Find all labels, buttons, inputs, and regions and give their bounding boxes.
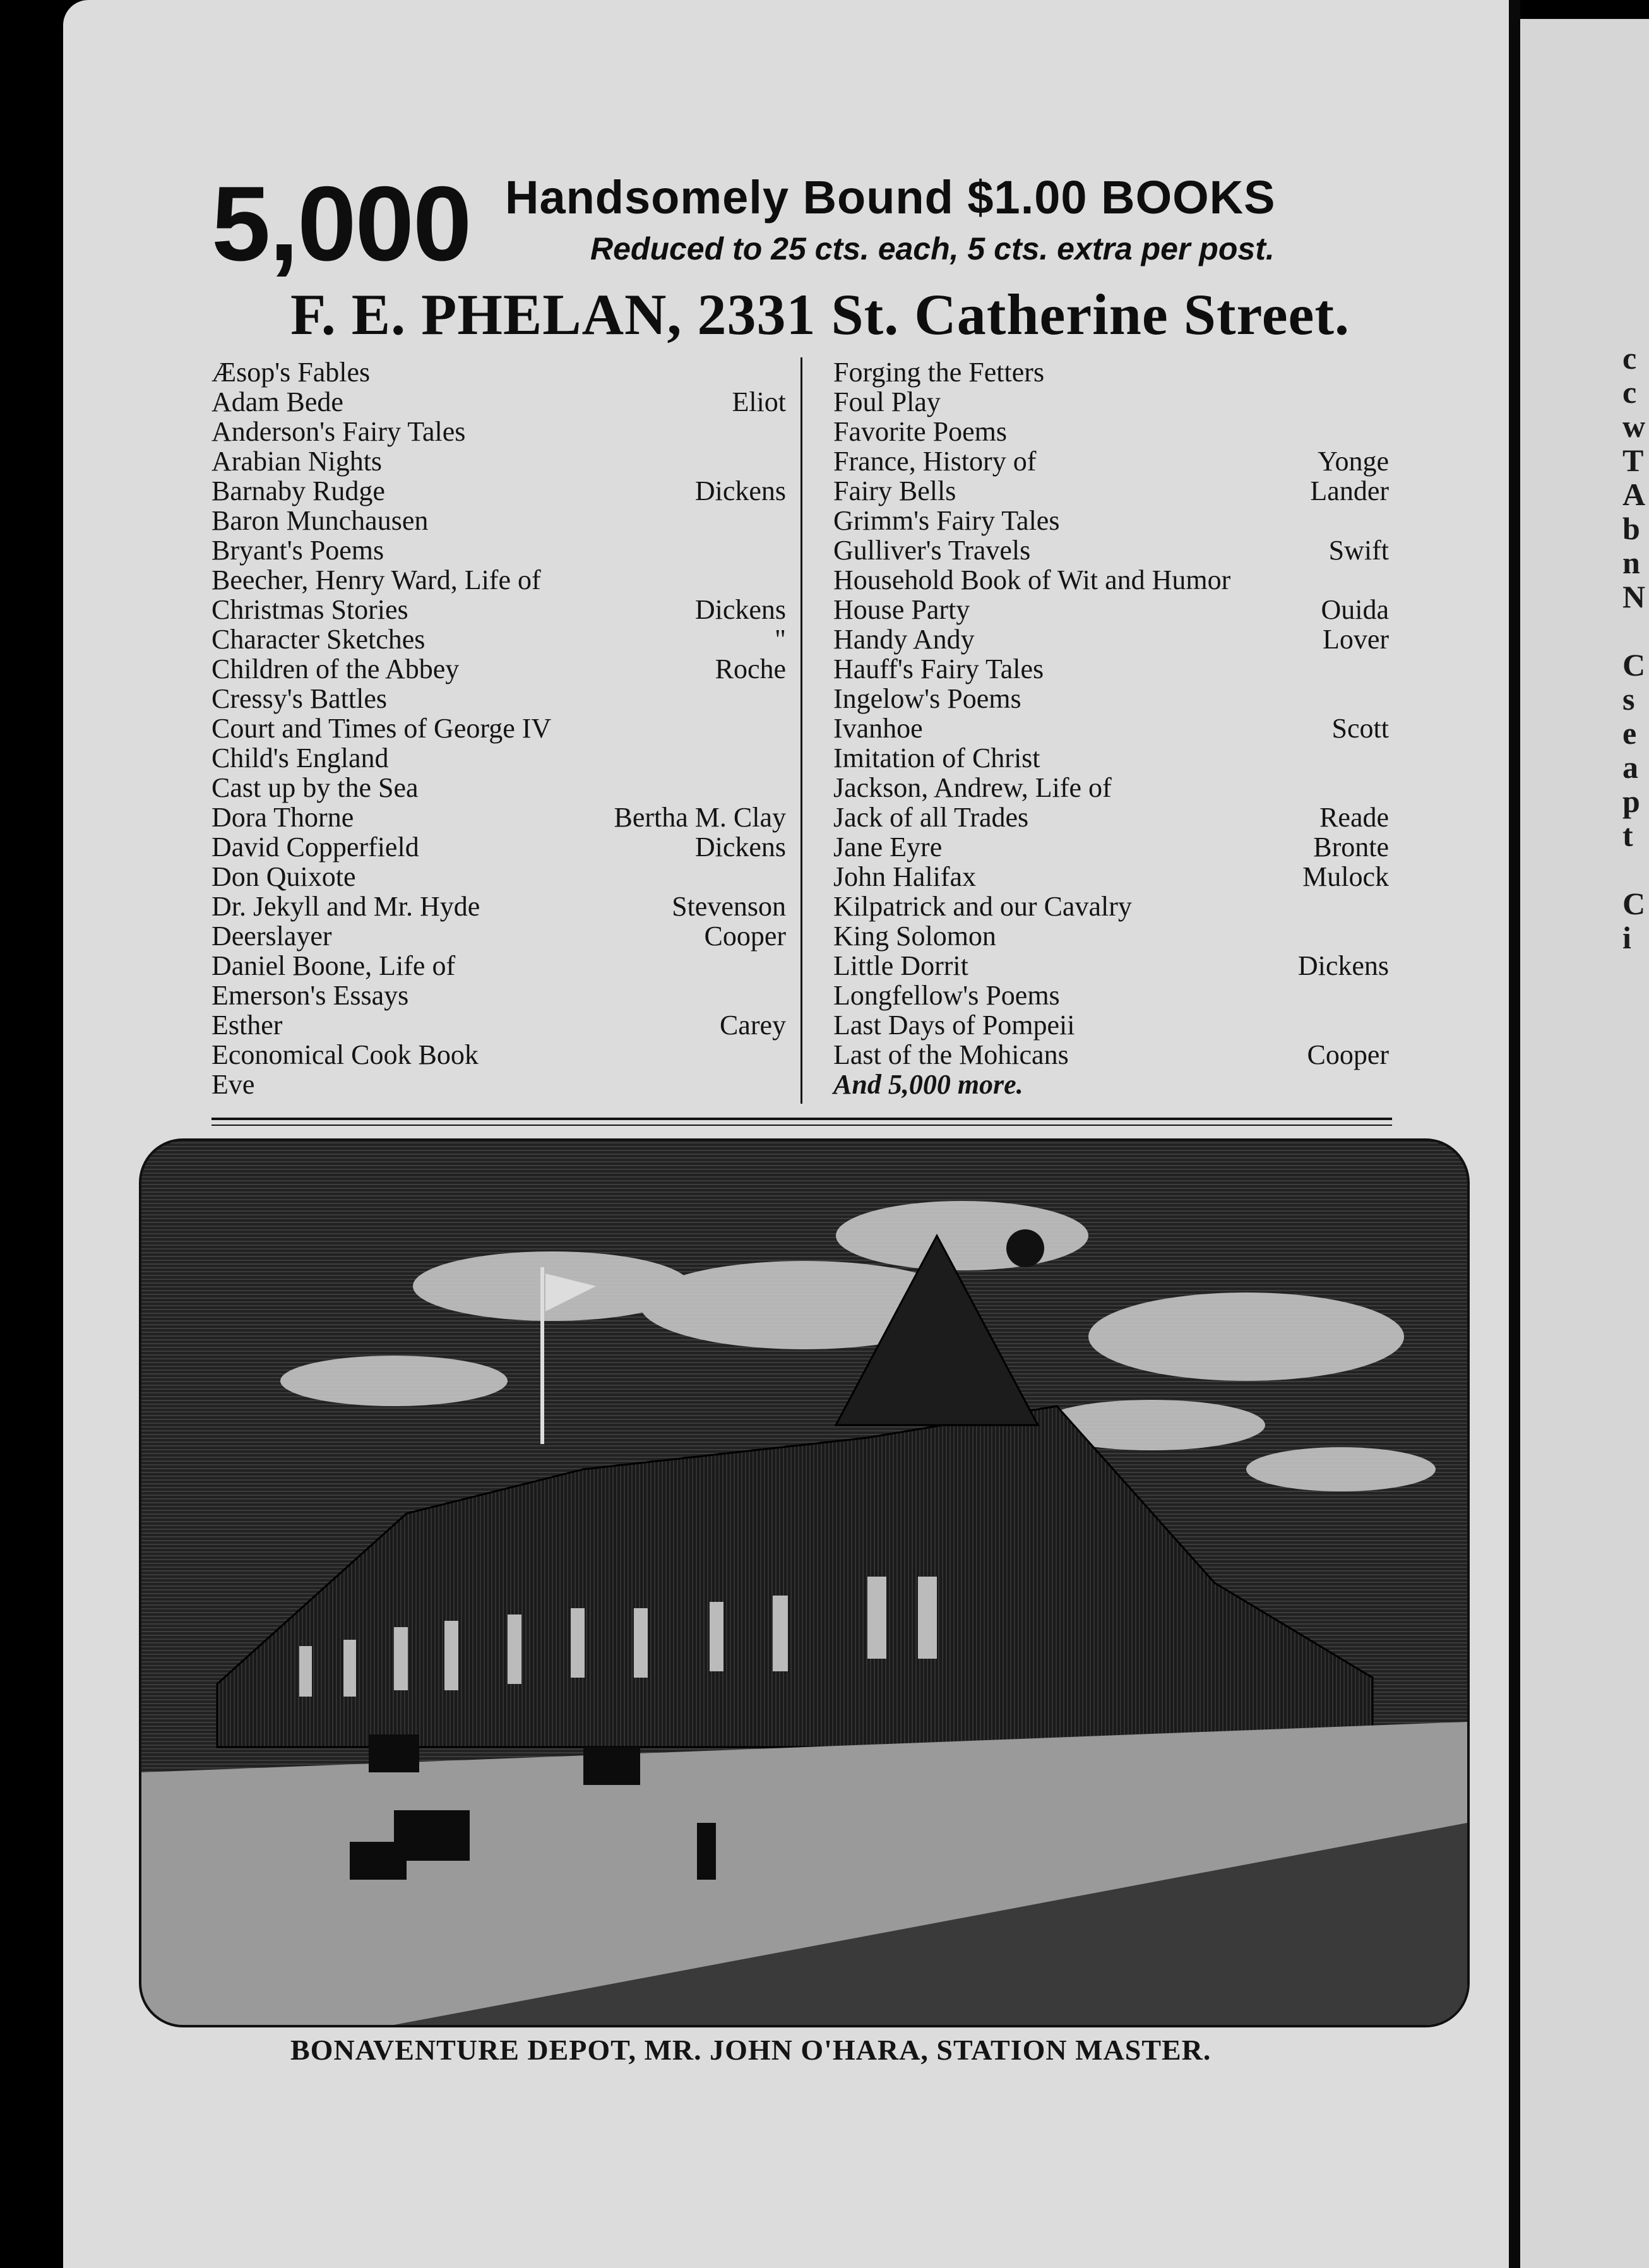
book-entry (833, 476, 1389, 506)
book-title: Gulliver's Travels (833, 535, 1031, 566)
book-author: Ouida (1321, 594, 1389, 625)
book-entry (833, 595, 1389, 624)
book-author: Lander (1310, 475, 1389, 506)
adjacent-page-letter: C (1622, 886, 1646, 921)
book-entry (833, 654, 1389, 684)
book-entry (211, 446, 786, 476)
book-entry (833, 535, 1389, 565)
book-title: Jane Eyre (833, 832, 943, 862)
book-entry (211, 565, 786, 595)
adjacent-page-letter (1622, 852, 1649, 886)
book-author: Roche (715, 654, 786, 684)
book-entry (833, 803, 1389, 832)
book-title: Longfellow's Poems (833, 980, 1060, 1011)
book-title: Emerson's Essays (211, 980, 409, 1011)
book-author: Yonge (1318, 446, 1389, 477)
adjacent-page-text (1622, 341, 1649, 955)
headline-subtitle: Reduced to 25 cts. each, 5 cts. extra per post. (590, 231, 1275, 266)
book-entry (211, 713, 786, 743)
book-entry (211, 803, 786, 832)
book-title: Jackson, Andrew, Life of (833, 772, 1112, 803)
book-author: Lover (1322, 624, 1389, 655)
book-title: David Copperfield (211, 832, 419, 862)
book-entry (211, 773, 786, 803)
section-rule (211, 1118, 1392, 1120)
book-author: Scott (1331, 713, 1389, 744)
book-entry (833, 773, 1389, 803)
book-entry (211, 654, 786, 684)
book-title: Kilpatrick and our Cavalry (833, 891, 1132, 922)
book-entry (211, 1010, 786, 1040)
more-books-note: And 5,000 more. (833, 1069, 1023, 1100)
book-entry (211, 387, 786, 417)
book-author: Cooper (1307, 1039, 1389, 1070)
book-entry (833, 832, 1389, 862)
book-title: Dora Thorne (211, 802, 354, 833)
book-title: Imitation of Christ (833, 743, 1040, 773)
book-entry (211, 921, 786, 951)
book-title: Beecher, Henry Ward, Life of (211, 564, 541, 595)
book-title: Daniel Boone, Life of (211, 950, 456, 981)
book-entry (211, 535, 786, 565)
book-title: Ingelow's Poems (833, 683, 1021, 714)
book-author: Bertha M. Clay (614, 802, 786, 833)
adjacent-page-letter: n (1622, 545, 1640, 580)
adjacent-page-letter: e (1622, 715, 1637, 751)
book-author: Eliot (732, 386, 786, 417)
book-title: Æsop's Fables (211, 357, 371, 388)
book-title: John Halifax (833, 861, 977, 892)
book-title: Child's England (211, 743, 389, 773)
page-gutter (1509, 0, 1520, 2268)
book-author: Dickens (694, 594, 786, 625)
book-list-right (833, 357, 1389, 1099)
book-title: Character Sketches (211, 624, 426, 655)
depot-engraving (139, 1138, 1470, 2027)
book-entry (833, 1010, 1389, 1040)
adjacent-page-letter: C (1622, 647, 1646, 683)
book-title: Baron Munchausen (211, 505, 429, 536)
book-entry (211, 743, 786, 773)
adjacent-page-letter: A (1622, 477, 1646, 512)
book-title: Anderson's Fairy Tales (211, 416, 466, 447)
book-entry (833, 892, 1389, 921)
book-entry (211, 506, 786, 535)
adjacent-page-letter: w (1622, 409, 1646, 444)
book-title: Eve (211, 1069, 255, 1100)
book-author: Dickens (694, 832, 786, 862)
book-entry (211, 357, 786, 387)
depot-engraving-svg (141, 1141, 1467, 2025)
book-entry (833, 387, 1389, 417)
adjacent-page-letter: p (1622, 784, 1640, 819)
book-title: Favorite Poems (833, 416, 1007, 447)
book-entry (211, 476, 786, 506)
book-entry (833, 506, 1389, 535)
book-author: Swift (1328, 535, 1389, 566)
adjacent-page-letter: t (1622, 818, 1633, 853)
book-entry (211, 832, 786, 862)
book-title: France, History of (833, 446, 1037, 477)
book-author: Stevenson (672, 891, 786, 922)
book-author: " (775, 624, 786, 655)
book-entry (211, 951, 786, 981)
book-author: Bronte (1313, 832, 1389, 862)
book-title: Jack of all Trades (833, 802, 1029, 833)
engraving-caption: BONAVENTURE DEPOT, MR. JOHN O'HARA, STATION MASTER. (290, 2034, 1211, 2066)
book-entry (833, 1040, 1389, 1070)
book-entry (211, 624, 786, 654)
book-entry (211, 981, 786, 1010)
book-title: House Party (833, 594, 970, 625)
column-divider (801, 357, 802, 1104)
book-entry (211, 1070, 786, 1099)
book-title: Cast up by the Sea (211, 772, 419, 803)
headline-title: Handsomely Bound $1.00 BOOKS (505, 171, 1276, 224)
book-entry (833, 446, 1389, 476)
book-entry (211, 862, 786, 892)
book-entry (833, 981, 1389, 1010)
book-author: Dickens (694, 475, 786, 506)
book-entry (211, 595, 786, 624)
section-rule-thin (211, 1125, 1392, 1126)
merchant-address: F. E. PHELAN, 2331 St. Catherine Street. (290, 282, 1350, 347)
book-title: Little Dorrit (833, 950, 968, 981)
adjacent-page-letter: N (1622, 579, 1646, 614)
book-entry (833, 684, 1389, 713)
adjacent-page-letter: T (1622, 443, 1644, 478)
book-title: Barnaby Rudge (211, 475, 385, 506)
book-title: Don Quixote (211, 861, 356, 892)
book-title: Esther (211, 1010, 283, 1041)
book-entry (833, 565, 1389, 595)
book-title: Bryant's Poems (211, 535, 384, 566)
book-title: Last Days of Pompeii (833, 1010, 1075, 1041)
book-title: Household Book of Wit and Humor (833, 564, 1231, 595)
book-entry (833, 417, 1389, 446)
book-title: Handy Andy (833, 624, 975, 655)
book-author: Carey (719, 1010, 786, 1041)
adjacent-page-letter: c (1622, 374, 1637, 410)
book-entry (833, 357, 1389, 387)
book-author: Cooper (704, 921, 786, 952)
book-title: Court and Times of George IV (211, 713, 552, 744)
book-list-left (211, 357, 786, 1099)
adjacent-page-letter: b (1622, 511, 1640, 546)
book-entry (833, 921, 1389, 951)
adjacent-page-letter: c (1622, 340, 1637, 376)
book-title: Deerslayer (211, 921, 332, 952)
book-title: Economical Cook Book (211, 1039, 479, 1070)
adjacent-page-letter: s (1622, 681, 1635, 717)
book-entry (211, 684, 786, 713)
headline-number: 5,000 (211, 164, 471, 283)
book-entry (211, 1040, 786, 1070)
book-entry (833, 743, 1389, 773)
book-entry (833, 713, 1389, 743)
book-entry (833, 624, 1389, 654)
book-title: Last of the Mohicans (833, 1039, 1069, 1070)
book-title: Forging the Fetters (833, 357, 1045, 388)
book-entry (211, 892, 786, 921)
book-author: Mulock (1302, 861, 1389, 892)
adjacent-page-letter: i (1622, 920, 1631, 955)
book-entry (833, 951, 1389, 981)
book-author: Reade (1319, 802, 1389, 833)
book-title: Foul Play (833, 386, 941, 417)
adjacent-page-letter (1622, 614, 1649, 648)
book-title: Ivanhoe (833, 713, 923, 744)
adjacent-page-letter: a (1622, 749, 1638, 785)
book-title: Fairy Bells (833, 475, 956, 506)
book-title: Adam Bede (211, 386, 343, 417)
book-title: Hauff's Fairy Tales (833, 654, 1044, 684)
book-title: Children of the Abbey (211, 654, 460, 684)
book-title: Dr. Jekyll and Mr. Hyde (211, 891, 480, 922)
book-title: Grimm's Fairy Tales (833, 505, 1060, 536)
book-title: Christmas Stories (211, 594, 408, 625)
book-entry (211, 417, 786, 446)
book-title: King Solomon (833, 921, 996, 952)
book-title: Cressy's Battles (211, 683, 388, 714)
book-title: Arabian Nights (211, 446, 383, 477)
book-entry (833, 862, 1389, 892)
book-author: Dickens (1297, 950, 1389, 981)
